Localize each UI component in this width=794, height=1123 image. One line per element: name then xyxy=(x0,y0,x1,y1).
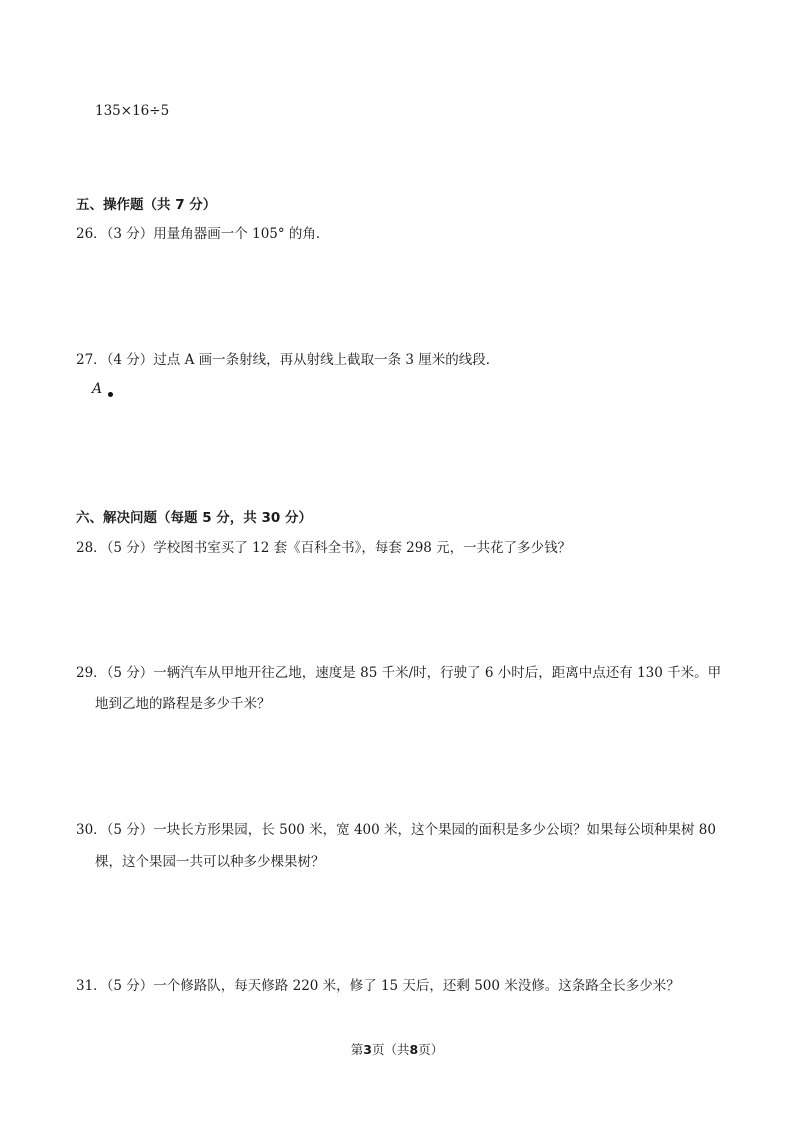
footer-total-pages: 8 xyxy=(409,1042,419,1057)
footer-prefix: 第 xyxy=(350,1042,364,1057)
expression-line: 135×16÷5 xyxy=(95,103,170,119)
question-28: 28．（5 分）学校图书室买了 12 套《百科全书》，每套 298 元，一共花了多少钱？ xyxy=(76,540,572,556)
question-30-line-1: 30．（5 分）一块长方形果园，长 500 米，宽 400 米，这个果园的面积是多少公顷？如果每公顷种果树 80 xyxy=(76,822,716,838)
footer-page-number: 3 xyxy=(363,1042,372,1057)
page-footer xyxy=(0,1040,794,1058)
footer-middle: 页（共 xyxy=(371,1042,410,1057)
question-26: 26．（3 分）用量角器画一个 105° 的角． xyxy=(76,226,330,242)
footer-suffix: 页） xyxy=(418,1042,444,1057)
point-a-dot xyxy=(108,392,113,397)
question-29-line-1: 29．（5 分）一辆汽车从甲地开往乙地，速度是 85 千米/时，行驶了 6 小时后，距离中点还有 130 千米。甲 xyxy=(76,665,722,681)
section-5-title: 五、操作题（共 7 分） xyxy=(76,197,217,213)
section-6-title: 六、解决问题（每题 5 分，共 30 分） xyxy=(76,510,312,526)
question-31: 31．（5 分）一个修路队，每天修路 220 米，修了 15 天后，还剩 500 米没修。这条路全长多少米？ xyxy=(76,978,680,994)
question-27: 27．（4 分）过点 A 画一条射线，再从射线上截取一条 3 厘米的线段． xyxy=(76,352,500,368)
question-29-line-2: 地到乙地的路程是多少千米？ xyxy=(95,696,271,712)
question-30-line-2: 棵，这个果园一共可以种多少棵果树？ xyxy=(95,854,325,870)
point-a-label: A xyxy=(92,381,103,397)
